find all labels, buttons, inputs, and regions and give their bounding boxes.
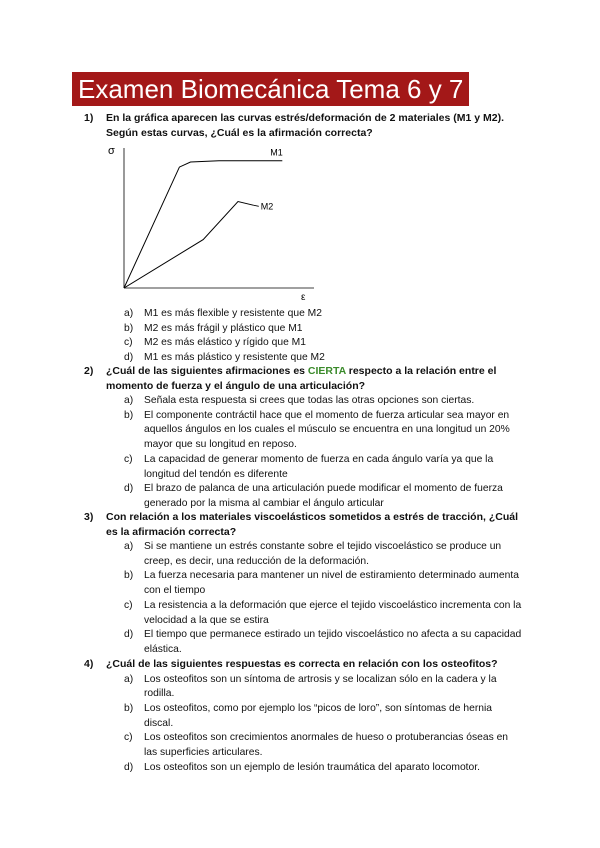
answer-option[interactable]: b) M2 es más frágil y plástico que M1 <box>124 322 303 334</box>
series-line-m1 <box>124 161 282 288</box>
question-2 <box>84 364 524 512</box>
series-label-m2: M2 <box>260 201 274 212</box>
question-number: 4) <box>84 658 94 670</box>
highlight-word: CIERTA <box>307 365 346 377</box>
question-number: 3) <box>84 511 94 523</box>
question-4 <box>84 657 524 775</box>
answer-option[interactable]: a) M1 es más flexible y resistente que M2 <box>124 308 322 319</box>
x-axis-label: ε <box>301 292 306 303</box>
answer-option[interactable]: a) Señala esta respuesta si crees que todas las otras opciones son ciertas. <box>124 395 475 406</box>
series-label-leader-m2 <box>254 205 259 206</box>
answer-option[interactable]: b) Los osteofitos, como por ejemplo los “picos de loro”, son síntomas de hernia discal. <box>124 702 492 729</box>
answer-option[interactable]: c) La capacidad de generar momento de fuerza en cada ángulo varía ya que la longitud del tendón es diferente <box>124 453 494 480</box>
answer-option[interactable]: c) M2 es más elástico y rígido que M1 <box>124 337 306 349</box>
answer-option[interactable]: d) El brazo de palanca de una articulación puede modificar el momento de fuerza generado por la misma al cambiar el ángulo articular <box>124 483 503 509</box>
question-text: ¿Cuál de las siguientes respuestas es correcta en relación con los osteofitos? <box>106 658 498 670</box>
question-text: ¿Cuál de las siguientes afirmaciones es CIERTA respecto a la relación entre el momento de fuerza y el ángulo de una articulación? <box>106 365 497 392</box>
question-text: Con relación a los materiales viscoelásticos sometidos a estrés de tracción, ¿Cuál es la afirmación correcta? <box>106 511 518 538</box>
question-1-options <box>84 306 524 366</box>
answer-option[interactable]: a) Si se mantiene un estrés constante sobre el tejido viscoelástico se produce un creep, es decir, una reducción de la deformación. <box>124 541 502 567</box>
y-axis-label: σ <box>108 145 115 157</box>
answer-option[interactable]: a) Los osteofitos son un síntoma de artrosis y se localizan sólo en la cadera y la rodilla. <box>124 673 497 700</box>
stress-strain-chart <box>104 138 334 306</box>
answer-option[interactable]: d) Los osteofitos son un ejemplo de lesión traumática del aparato locomotor. <box>124 761 480 773</box>
question-text: En la gráfica aparecen las curvas estrés/deformación de 2 materiales (M1 y M2). Según estas curvas, ¿Cuál es la afirmación correcta? <box>106 112 505 139</box>
answer-option[interactable]: b) El componente contráctil hace que el momento de fuerza articular sea mayor en aquellos ángulos en los cuales el músculo se encuentra en una longitud un 20% mayor que su longitud en reposo. <box>124 409 510 451</box>
answer-option[interactable]: c) La resistencia a la deformación que ejerce el tejido viscoelástico incrementa con la velocidad a la que se estira <box>124 599 522 626</box>
question-number: 2) <box>84 365 94 377</box>
question-number: 1) <box>84 112 94 124</box>
exam-title: Examen Biomecánica Tema 6 y 7 <box>72 72 469 106</box>
answer-option[interactable]: d) El tiempo que permanece estirado un tejido viscoelástico no afecta a su capacidad elástica. <box>124 629 522 655</box>
answer-option[interactable]: d) M1 es más plástico y resistente que M2 <box>124 352 325 364</box>
question-3 <box>84 510 524 658</box>
answer-option[interactable]: b) La fuerza necesaria para mantener un nivel de estiramiento determinado aumenta con el tiempo <box>124 570 519 597</box>
question-1 <box>84 111 524 140</box>
answer-option[interactable]: c) Los osteofitos son crecimientos anormales de hueso o protuberancias óseas en las superficies articulares. <box>124 732 509 759</box>
series-label-m1: M1 <box>270 147 283 158</box>
